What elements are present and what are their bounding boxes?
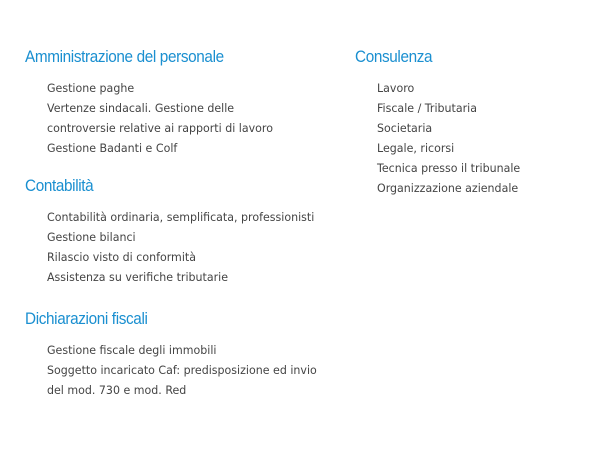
section-dichiarazioni-fiscali <box>25 308 345 400</box>
service-item: Societaria <box>377 121 433 135</box>
service-item: Soggetto incaricato Caf: predisposizione ed invio del mod. 730 e mod. Red <box>47 363 317 397</box>
service-list <box>47 78 345 158</box>
section-heading: Consulenza <box>355 47 433 66</box>
section-heading: Amministrazione del personale <box>25 47 224 66</box>
service-item: Assistenza su verifiche tributarie <box>47 270 229 284</box>
service-item: Gestione bilanci <box>47 230 136 244</box>
section-heading: Contabilità <box>25 176 94 195</box>
services-right-column <box>355 46 575 213</box>
service-item: Fiscale / Tributaria <box>377 101 478 115</box>
services-left-column <box>25 46 345 415</box>
service-item: Rilascio visto di conformità <box>47 250 196 264</box>
service-item: Gestione paghe <box>47 81 135 95</box>
service-item: Contabilità ordinaria, semplificata, professionisti <box>47 210 315 224</box>
service-item: Tecnica presso il tribunale <box>377 161 521 175</box>
service-item: Legale, ricorsi <box>377 141 455 155</box>
service-list <box>47 340 345 400</box>
service-item: Organizzazione aziendale <box>377 181 519 195</box>
service-item: Vertenze sindacali. Gestione delle controversie relative ai rapporti di lavoro <box>47 101 273 135</box>
section-heading: Dichiarazioni fiscali <box>25 309 148 328</box>
service-item: Gestione Badanti e Colf <box>47 141 178 155</box>
section-consulenza <box>355 46 575 198</box>
service-item: Lavoro <box>377 81 415 95</box>
service-list <box>47 207 345 287</box>
section-amministrazione-personale <box>25 46 345 158</box>
section-contabilita <box>25 175 345 287</box>
service-list <box>377 78 575 198</box>
service-item: Gestione fiscale degli immobili <box>47 343 217 357</box>
